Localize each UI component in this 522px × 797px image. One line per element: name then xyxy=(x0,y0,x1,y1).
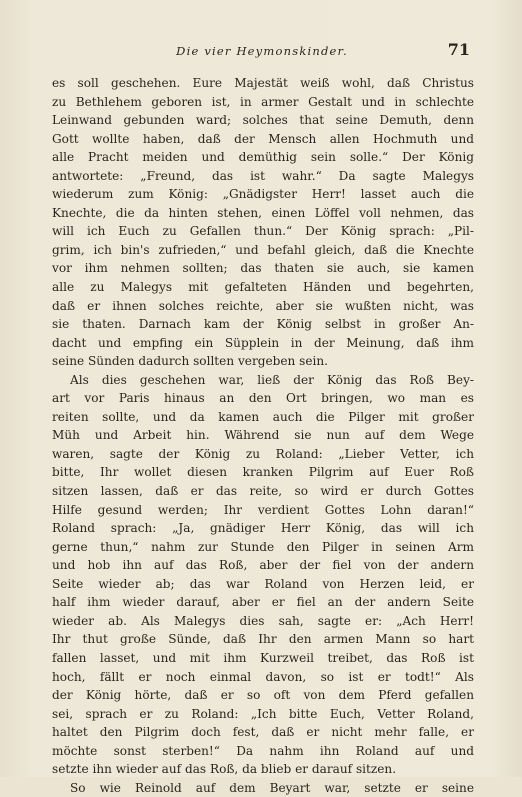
text-line: fallen lasset, und mit ihm Kurzweil treibet, das Roß ist xyxy=(52,650,474,665)
text-line: reiten sollte, und da kamen auch die Pilger mit großer xyxy=(52,409,474,424)
text-line: wieder ab. Als Malegys dies sah, sagte er: „Ach Herr! xyxy=(52,613,474,628)
text-line: sitzen lassen, daß er das reite, so wird er durch Gottes xyxy=(52,484,474,499)
text-line: art vor Paris hinaus an den Ort bringen, wo man es xyxy=(52,391,474,406)
text-line: Ihr thut große Sünde, daß Ihr den armen Mann so hart xyxy=(52,632,474,647)
text-line: vor ihm nehmen sollten; das thaten sie auch, sie kamen xyxy=(52,261,474,276)
text-line: Leinwand gebunden ward; solches that seine Demuth, denn xyxy=(52,113,474,128)
text-line: es soll geschehen. Eure Majestät weiß wohl, daß Christus xyxy=(52,76,474,90)
text-line: möchte sonst sterben!“ Da nahm ihn Roland auf und xyxy=(52,743,474,758)
text-line: alle zu Malegys mit gefalteten Händen und begehrten, xyxy=(52,280,474,295)
text-line: gerne thun,“ nahm zur Stunde den Pilger in seinen Arm xyxy=(52,539,474,554)
text-line: alle Pracht meiden und demüthig sein solle.“ Der König xyxy=(52,150,474,165)
text-line: sei, sprach er zu Roland: „Ich bitte Euch, Vetter Roland, xyxy=(52,706,474,721)
running-title: Die vier Heymonskinder. xyxy=(176,44,348,58)
text-line: Gott wollte haben, daß der Mensch allen Hochmuth und xyxy=(52,131,474,146)
text-line: Seite wieder ab; das war Roland von Herzen leid, er xyxy=(52,576,474,591)
text-line: antwortete: „Freund, das ist wahr.“ Da sagte Malegys xyxy=(52,168,474,183)
text-line: sie thaten. Darnach kam der König selbst in großer An- xyxy=(52,317,474,332)
text-line: waren, sagte der König zu Roland: „Lieber Vetter, ich xyxy=(52,446,474,461)
text-line: bitte, Ihr wollet diesen kranken Pilgrim auf Euer Roß xyxy=(52,465,474,480)
text-line: Müh und Arbeit hin. Während sie nun auf dem Wege xyxy=(52,428,474,443)
text-line: half ihm wieder darauf, aber er fiel an der andern Seite xyxy=(52,595,474,610)
text-line: dacht und empfing ein Süpplein in der Meinung, daß ihm xyxy=(52,335,474,350)
text-line: daß er ihnen solches reichte, aber sie wußten nicht, was xyxy=(52,298,474,313)
page-number: 71 xyxy=(447,40,470,59)
text-line: Roland sprach: „Ja, gnädiger Herr König, das will ich xyxy=(52,521,474,536)
text-line: hoch, fällt er noch einmal davon, so ist er todt!“ Als xyxy=(52,669,474,684)
text-line: und hob ihn auf das Roß, aber der fiel von der andern xyxy=(52,558,474,573)
paragraph-start-line: So wie Reinold auf dem Beyart war, setzte er seine xyxy=(70,780,474,795)
body-text xyxy=(52,74,474,797)
text-line: haltet den Pilgrim doch fest, daß er nicht mehr falle, er xyxy=(52,725,474,740)
paragraph-end-line: setzte ihn wieder auf das Roß, da blieb er darauf sitzen. xyxy=(52,762,397,777)
text-line: der König hörte, daß er so oft von dem Pferd gefallen xyxy=(52,688,474,703)
text-line: Knechte, die da hinten stehen, einen Löffel voll nehmen, das xyxy=(52,205,474,220)
text-line: grim, ich bin's zufrieden,“ und befahl gleich, daß die Knechte xyxy=(52,242,474,257)
paragraph-start-line: Als dies geschehen war, ließ der König das Roß Bey- xyxy=(70,372,474,387)
text-line: Hilfe gesund werden; Ihr verdient Gottes Lohn daran!“ xyxy=(52,502,474,517)
running-head xyxy=(54,40,470,62)
text-line: will ich Euch zu Gefallen thun.“ Der König sprach: „Pil- xyxy=(52,224,474,239)
text-line: wiederum zum König: „Gnädigster Herr! lasset auch die xyxy=(52,187,474,202)
paragraph-end-line: seine Sünden dadurch sollten vergeben sein. xyxy=(52,354,329,369)
text-line: zu Bethlehem geboren ist, in armer Gestalt und in schlechte xyxy=(52,94,474,109)
